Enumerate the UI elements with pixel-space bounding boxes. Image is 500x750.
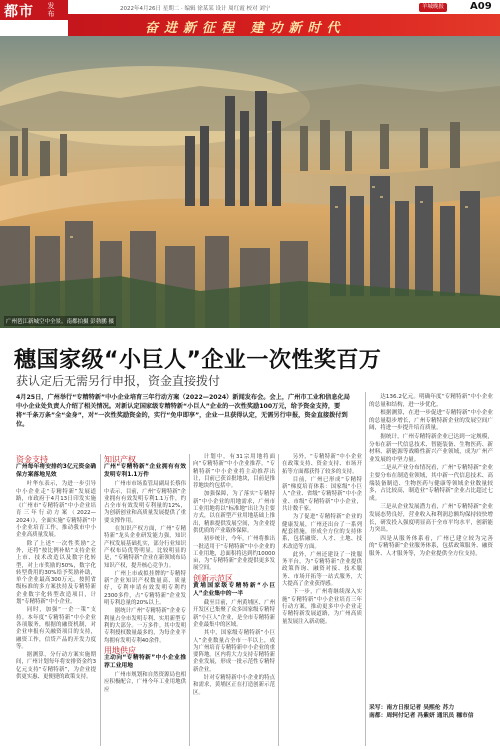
photo-caption: 广州琶江新城空中全景。南都拍摄 彭勃鹏 摄 — [4, 316, 116, 326]
section-heading: 知识产权 — [104, 455, 136, 464]
section-heading: 用地供应 — [104, 645, 136, 655]
paragraph: 除了上述“一次性奖励”之外，还将“按比例补贴”支持企业上市、技术改造以及数字化转型，对上市奖励的50%，数字化转型费用的30%给予奖励补助，单个企业最高300万元，按照省级标准的多方案扶持及专精特新企业数字化转型改造项目，计划“专精特新”中小企业。 — [16, 540, 96, 606]
paragraph: 据测算，分行动方案实施期间，广州计划每年将安排资金约3亿元支持“专精特新”，为企业提供更实惠、更便捷的政策支持。 — [16, 652, 96, 681]
edition-badge: 羊城晚报 — [419, 3, 447, 12]
section-heading: 创新示范区 — [193, 573, 233, 583]
section-logo — [0, 0, 68, 20]
banner-slogan: 奋进新征程 建功新时代 — [145, 21, 346, 36]
byline: 采写：南方日报记者 吴熙伦 苏力 南都：周轲付记者 冯紫妍 通讯员 穗市信 — [369, 705, 474, 719]
paragraph: 其中，国家级专精特新“小巨人”企业数量占全市一半以上，成为广州培育专精特新中小企业的重要阵地。区内将大力支持专精特新企业发展，形成一批示范性专精特新企业。 — [193, 630, 275, 673]
paragraph: 广州市规划和自然资源局也相应积极配合，广州今年工业用地供应 — [104, 672, 186, 693]
article-column-right — [369, 394, 493, 559]
paragraph: 广州上市或拟挂牌的“专精特新”企业知识产权数量高、质量好，专利申请有效发明专利约2300多件，占“专精特新”企业发明专利总量的20%以上。 — [104, 570, 186, 607]
column-rule — [278, 454, 279, 746]
section-subhead: 广州“专精特新”企业拥有有效发明专利1.1万件 — [104, 464, 186, 478]
paragraph: 据统计，广州专精特新企业已达到一定规模，分布在新一代信息技术、智能装备、生物医药、新材料、新能源等战略性新兴产业领域，成为广州产业发展的中坚力量。 — [369, 433, 493, 463]
article-column-1 — [16, 454, 96, 682]
paragraph: 为了促进“专精特新”企业的健康发展，广州还出台了一系列配套措施，形成全方位的支持体系，包括融资、人才、土地、技术改造等方面。 — [282, 514, 362, 550]
paragraph: 在知识产权方面，广州“专精特新”龙头企业研发能力强，知识产权发展基础扎实，部分行业知识产权布局优势明显。比较明显的是，“专精特新”企业在新领域布局知识产权，提升核心竞争力。 — [104, 526, 186, 569]
paragraph: 据统计广州“专精特新”企业专利量占全市发明专利、实用新型专利的大部分。一万多件。其中发明专利授权数量最多的，为每企业平均拥有发明专利40余件。 — [104, 608, 186, 644]
column-rule — [189, 454, 190, 746]
paragraph: 广州市市场监管局副局长蔡伟中表示，目前，广州“专精特新”企业拥有有效发明专利1.1万件，约占全市有效发明专利量的12%，为创新创业和高质量发展提供了重要支撑作用。 — [104, 481, 186, 524]
paragraph: 二是从产业分布情况看，广州“专精特新”企业主要分布在制造业领域，其中新一代信息技术、高端装备制造、生物医药与健康等领域企业数量较多，占比较高，制造业“专精特新”企业占比超过七成。 — [369, 465, 493, 502]
article-column-4 — [282, 454, 362, 627]
paragraph: 达136.2亿元。明确年度“专精特新”中小企业的总量和结构，进一步优化。 — [369, 394, 493, 408]
paragraph: 下一步，广州将继续深入实施“专精特新”中小企业培育三年行动方案，推动更多中小企业走专精特新发展道路，为广州高质量发展注入新动能。 — [282, 589, 362, 625]
paragraph: 叶华东表示，为进一步引导中小企业走“专精特新”发展道路，市政府于4月13日印发实施《广州市“专精特新”中小企业培育三年行动方案（2022—2024）》，全面实施“专精特新”中小企业培育工作，推动我市中小企业高质量发展。 — [16, 481, 96, 539]
page-number: A09 — [470, 1, 492, 12]
paragraph: 初步统计，今年，广州将推出一批适用于“专精特新”中小企业的工业用地，总面积将达到约10000亩，为“专精特新”企业提供更多发展空间。 — [193, 536, 275, 572]
paragraph: 四是从服务体系看，广州已建立较为完善的“专精特新”企业服务体系，包括政策服务、融资服务、人才服务等，为企业提供全方位支持。 — [369, 535, 493, 557]
paragraph: 此外，广州还建设了一批服务平台，为“专精特新”企业提供政策咨询、融资对接、技术服务、市场开拓等一站式服务，大大提高了企业获得感。 — [282, 551, 362, 588]
section-subhead: 黄埔国家级专精特新“小巨人”企业集中的一半 — [193, 583, 275, 597]
paragraph: 加强保障，为了落实“专精特新”中小企业的用地需求，广州市工业用地将以“标准地”出让为主要方式，以在新型产业用地基础上推出，精准提供发展空间，为企业提供优质的产业载体保障。 — [193, 491, 275, 534]
paragraph: 计划中，有31宗用地将面向“专精特新”中小企业推荐。“专精特新”中小企业将主动推荐出让，目前已获首批地块，目前是推荐地块约包括中。 — [193, 454, 275, 490]
subheadline: 获认定后无需另行申报，资金直接拨付 — [16, 374, 221, 388]
column-rule — [365, 392, 366, 746]
section-heading: 资金支持 — [16, 455, 48, 464]
article-column-2 — [104, 454, 186, 695]
lead-paragraph: 4月25日，广州举行“专精特新”中小企业培育三年行动方案（2022—2024）新闻发布会。会上，广州市工业和信息化局中小企业处负责人介绍了相关情况。对新认定国家级专精特新“小巨人”企业的一次性奖励100万元，给予资金支持，要将“千条万条”全“金身”，对“一次性奖励资金的，实行“免申即享”，企业一旦获得认定，无需另行申报，资金直接拨付到位。 — [16, 394, 350, 428]
section-name: 都市 — [4, 4, 34, 20]
section-subhead: 广州每年将安排约3亿元资金确保方案落地见效 — [16, 464, 96, 478]
paragraph: 三是从企业发展潜力看，广州“专精特新”企业发展态势良好，营业收入和利润总额均保持较快增长，研发投入强度明显高于全市平均水平，创新能力突出。 — [369, 504, 493, 534]
section-tag: 发 布 — [47, 2, 55, 18]
paragraph: 截至目前，广州黄埔区、广州开发区已集聚了众多国家级专精特新“小巨人”企业，是全市专精特新企业最集中的区域。 — [193, 600, 275, 628]
paragraph: 目前，广州已形成“专精特新”梯度培育体系：国家级“小巨人”企业、省级“专精特新”中小企业、市级“专精特新”中小企业，共计数千家。 — [282, 476, 362, 513]
headline: 穗国家级“小巨人”企业一次性奖百万 — [14, 348, 382, 373]
paragraph: 根据测算，在进一步促进“专精特新”中小企业的总量稳步增长，广州专精特新企业的发展空间广阔，将进一步提升培育质量。 — [369, 410, 493, 432]
paragraph: 同时，加强“一企一策”支持。本年度“专精特新”中小企业各项服务，根据的融资机制，对企业申报有关融资项目的支持，融资工作，信贷产品的开发力度等。 — [16, 607, 96, 650]
column-rule — [100, 454, 101, 746]
paragraph: 针对专精特新中小企业的特点和需求，黄埔区正在打造创新示范区。 — [193, 675, 275, 696]
section-subhead: 主动向“专精特新”中小企业推荐工业用地 — [104, 655, 186, 669]
article-column-3 — [193, 454, 275, 698]
dateline: 2022年4月26日 星期二 · 编辑 徐某某 设计 周红霞 校对 刘宁 — [120, 6, 271, 12]
paragraph: 另外，“专精特新”中小企业在政策支持、资金支持、市场开拓等方面都获得了较多的支持。 — [282, 454, 362, 475]
city-aerial-photo — [0, 36, 500, 328]
